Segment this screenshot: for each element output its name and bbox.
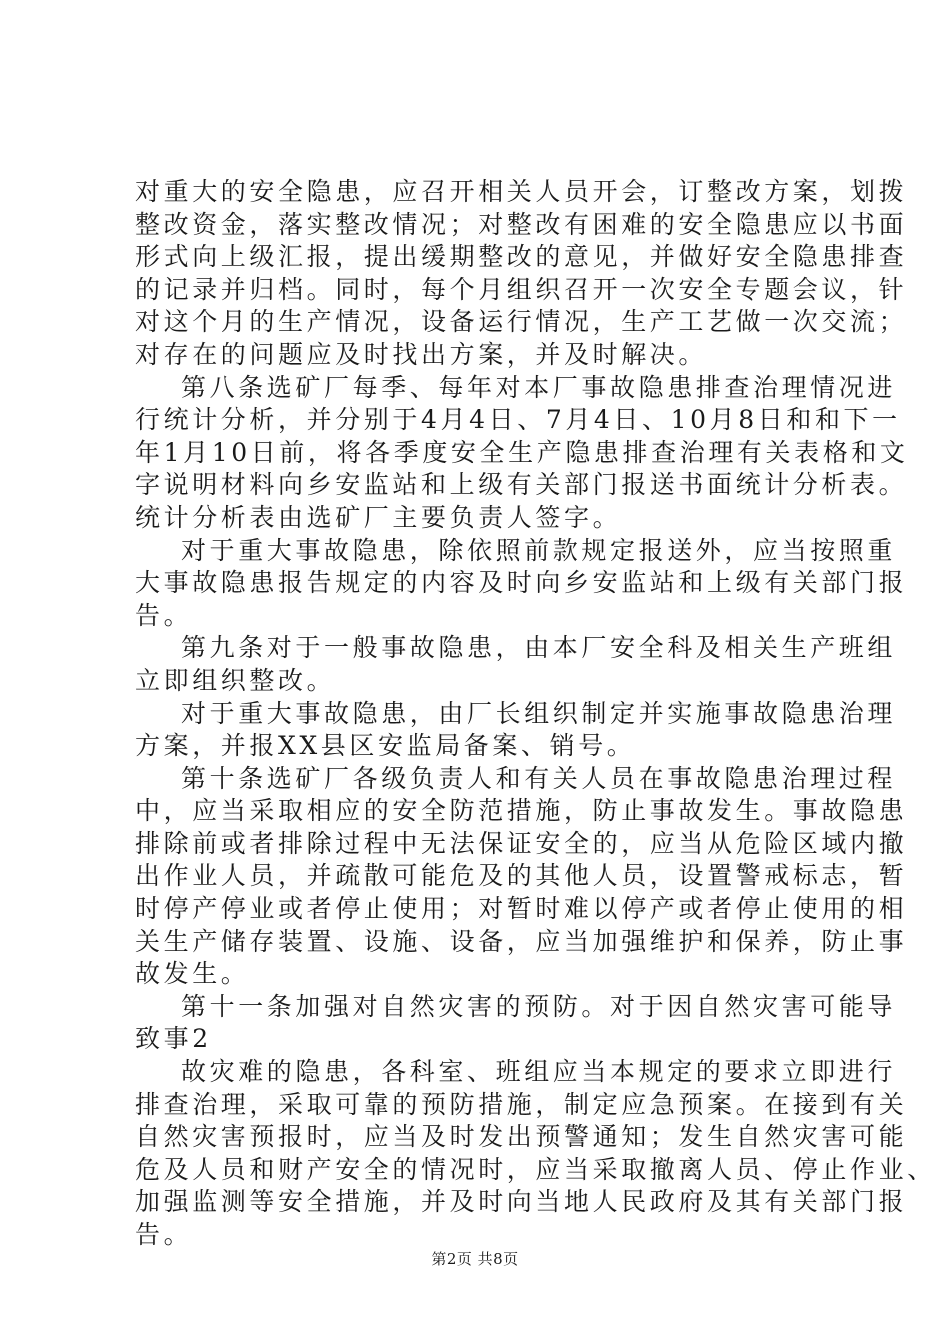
text-line: 年1月10日前，将各季度安全生产隐患排查治理有关表格和文 <box>135 437 909 467</box>
document-body <box>135 176 936 1252</box>
text-line: 的记录并归档。同时，每个月组织召开一次安全专题会议，针 <box>135 274 908 304</box>
text-line: 第九条对于一般事故隐患，由本厂安全科及相关生产班组 <box>181 633 897 663</box>
text-line: 第十条选矿厂各级负责人和有关人员在事故隐患治理过程 <box>181 763 897 793</box>
text-line: 对于重大事故隐患，由厂长组织制定并实施事故隐患治理 <box>181 698 897 728</box>
text-line: 对存在的问题应及时找出方案，并及时解决。 <box>135 339 708 369</box>
text-line: 关生产储存装置、设施、设备，应当加强维护和保养，防止事 <box>135 926 908 956</box>
text-line: 第十一条加强对自然灾害的预防。对于因自然灾害可能导 <box>181 991 897 1021</box>
text-line: 中，应当采取相应的安全防范措施，防止事故发生。事故隐患 <box>135 796 908 826</box>
text-line: 立即组织整改。 <box>135 665 336 695</box>
text-line: 对于重大事故隐患，除依照前款规定报送外，应当按照重 <box>181 535 897 565</box>
text-line: 统计分析表由选矿厂主要负责人签字。 <box>135 502 622 532</box>
text-line: 形式向上级汇报，提出缓期整改的意见，并做好安全隐患排查 <box>135 242 908 272</box>
page-number: 第2页 共8页 <box>431 1250 519 1268</box>
text-line: 加强监测等安全措施，并及时向当地人民政府及其有关部门报 <box>135 1187 908 1217</box>
text-line: 整改资金，落实整改情况；对整改有困难的安全隐患应以书面 <box>135 209 908 239</box>
text-line: 致事2 <box>135 1024 212 1054</box>
text-line: 方案，并报XX县区安监局备案、销号。 <box>135 731 636 761</box>
text-line: 故发生。 <box>135 959 250 989</box>
text-line: 对这个月的生产情况，设备运行情况，生产工艺做一次交流； <box>135 307 908 337</box>
text-line: 危及人员和财产安全的情况时，应当采取撤离人员、停止作业、 <box>135 1154 936 1184</box>
text-line: 行统计分析，并分别于4月4日、7月4日、10月8日和和下一 <box>135 405 901 435</box>
text-line: 时停产停业或者停止使用；对暂时难以停产或者停止使用的相 <box>135 894 908 924</box>
text-line: 自然灾害预报时，应当及时发出预警通知；发生自然灾害可能 <box>135 1122 908 1152</box>
text-line: 字说明材料向乡安监站和上级有关部门报送书面统计分析表。 <box>135 470 908 500</box>
text-line: 故灾难的隐患，各科室、班组应当本规定的要求立即进行 <box>181 1057 897 1087</box>
text-line: 排除前或者排除过程中无法保证安全的，应当从危险区域内撤 <box>135 828 908 858</box>
text-line: 告。 <box>135 600 193 630</box>
text-line: 告。 <box>135 1220 193 1249</box>
text-line: 排查治理，采取可靠的预防措施，制定应急预案。在接到有关 <box>135 1089 908 1119</box>
text-line: 第八条选矿厂每季、每年对本厂事故隐患排查治理情况进 <box>181 372 897 402</box>
text-line: 出作业人员，并疏散可能危及的其他人员，设置警戒标志，暂 <box>135 861 908 891</box>
text-line: 大事故隐患报告规定的内容及时向乡安监站和上级有关部门报 <box>135 568 908 598</box>
text-line: 对重大的安全隐患，应召开相关人员开会，订整改方案，划拨 <box>135 177 908 206</box>
